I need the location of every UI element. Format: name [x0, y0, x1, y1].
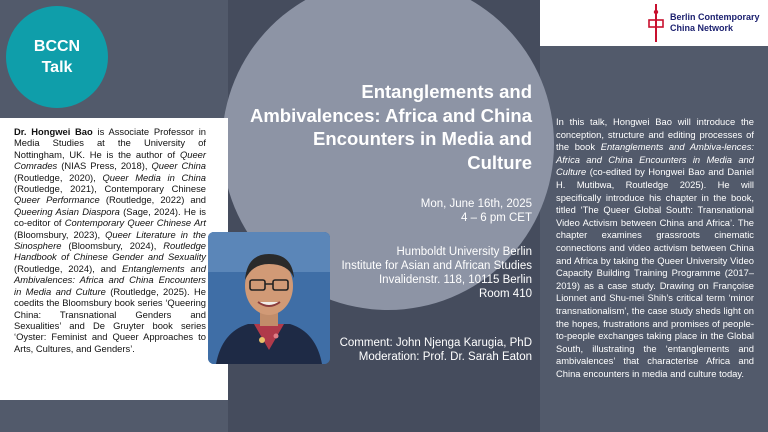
bccn-logo: [540, 0, 768, 46]
talk-abstract: [556, 116, 754, 380]
speaker-name: Dr. Hongwei Bao: [14, 126, 93, 137]
badge-line2: Talk: [41, 59, 73, 76]
commentator: Comment: John Njenga Karugia, PhD: [339, 337, 532, 349]
bio-text: (Routledge, 2022) and: [99, 194, 206, 206]
venue-line: Invalidenstr. 118, 10115 Berlin: [378, 274, 532, 286]
book-title: Entanglements and Ambivalences: Africa and China Encounters in Media and Culture: [14, 262, 206, 297]
event-datetime: [300, 197, 532, 225]
bio-text: is Associate Professor in Media Studies at the University of Nottingham, UK. He is the author of: [14, 126, 206, 160]
speaker-bio: [14, 126, 206, 354]
bio-text: (NIAS Press, 2018),: [57, 160, 152, 172]
abstract-text: (co-edited by Hongwei Bao and Daniel H. Mutibwa, Routledge 2025). He will specifically introduce his chapter in the book, titled ‘The Queer Global South: Transnational Video Activism between China and Africa’. The chapter examines grassroots cinematic connections and video activism between China and Africa by taking the Queer University Video Capacity Building Training Programme (2017–2019) as a case study. Drawing on Françoise Lionnet and Shu-mei Shih’s critical term ‘minor transnationalism’, the case study sheds light on the hopes, frustrations and promises of people-to-people exchanges taking place in the Global South, illustrating the ‘entanglements and ambivalences’ that characterise Africa and China encounters in media and culture today.: [556, 166, 754, 379]
book-title: Queering Asian Diaspora: [14, 205, 120, 217]
logo-text: [670, 12, 760, 33]
book-title: Routledge Handbook of Chinese Gender and Sexuality: [14, 240, 206, 263]
book-title: Entanglements and Ambiva-lences: Africa and China Encounters in Media and Culture: [556, 141, 754, 178]
abstract-text: In this talk, Hongwei Bao will introduce the conception, structure and editing processes of the book: [556, 116, 754, 153]
bio-text: (Routledge, 2025). He coedits the Bloomsbury book series ‘Queering China: Transnational Genders and Sexualities’ and De Gruyter book series ‘Oyster: Feminist and Queer Approaches to Arts, Cultures, and Genders’.: [14, 285, 206, 354]
bio-text: (Bloomsbury, 2023),: [14, 228, 106, 240]
event-venue: [300, 245, 532, 301]
venue-line: Humboldt University Berlin: [396, 246, 532, 258]
bio-text: (Routledge, 2024), and: [14, 262, 123, 274]
event-time: 4 – 6 pm CET: [461, 212, 532, 224]
speaker-photo: [208, 232, 330, 364]
logo-line2: China Network: [670, 22, 734, 33]
talk-title: [234, 80, 532, 174]
badge-line1: BCCN: [33, 38, 81, 55]
bio-text: (Bloomsbury, 2024),: [61, 240, 164, 252]
book-title: Queer Performance: [14, 194, 100, 206]
book-title: Contemporary Queer Chinese Art: [64, 217, 206, 229]
venue-line: Room 410: [478, 288, 532, 300]
book-title: Queer Media in China: [102, 171, 206, 183]
bio-text: (Routledge, 2020),: [14, 171, 103, 183]
bccn-logo-mark-icon: [648, 4, 664, 42]
title-line: Encounters in Media and: [313, 128, 532, 149]
moderator: Moderation: Prof. Dr. Sarah Eaton: [358, 351, 532, 363]
title-line: Ambivalences: Africa and China: [249, 104, 532, 126]
book-title: Queer China: [151, 160, 206, 172]
logo-line1: Berlin Contemporary: [670, 12, 760, 22]
title-line: Culture: [467, 151, 532, 173]
book-title: Queer Comrades: [14, 148, 206, 172]
bio-text: (Sage, 2024). He is co-editor of: [14, 205, 206, 229]
title-line: Entanglements and: [361, 81, 532, 102]
book-title: Queer Literature in the Sinosphere: [14, 228, 206, 252]
speaker-portrait: [208, 232, 330, 364]
event-roles: [300, 336, 532, 364]
talk-badge: [6, 6, 108, 108]
bio-text: (Routledge, 2021), Contemporary Chinese: [14, 183, 206, 195]
event-date: Mon, June 16th, 2025: [420, 198, 532, 210]
venue-line: Institute for Asian and African Studies: [341, 260, 532, 272]
